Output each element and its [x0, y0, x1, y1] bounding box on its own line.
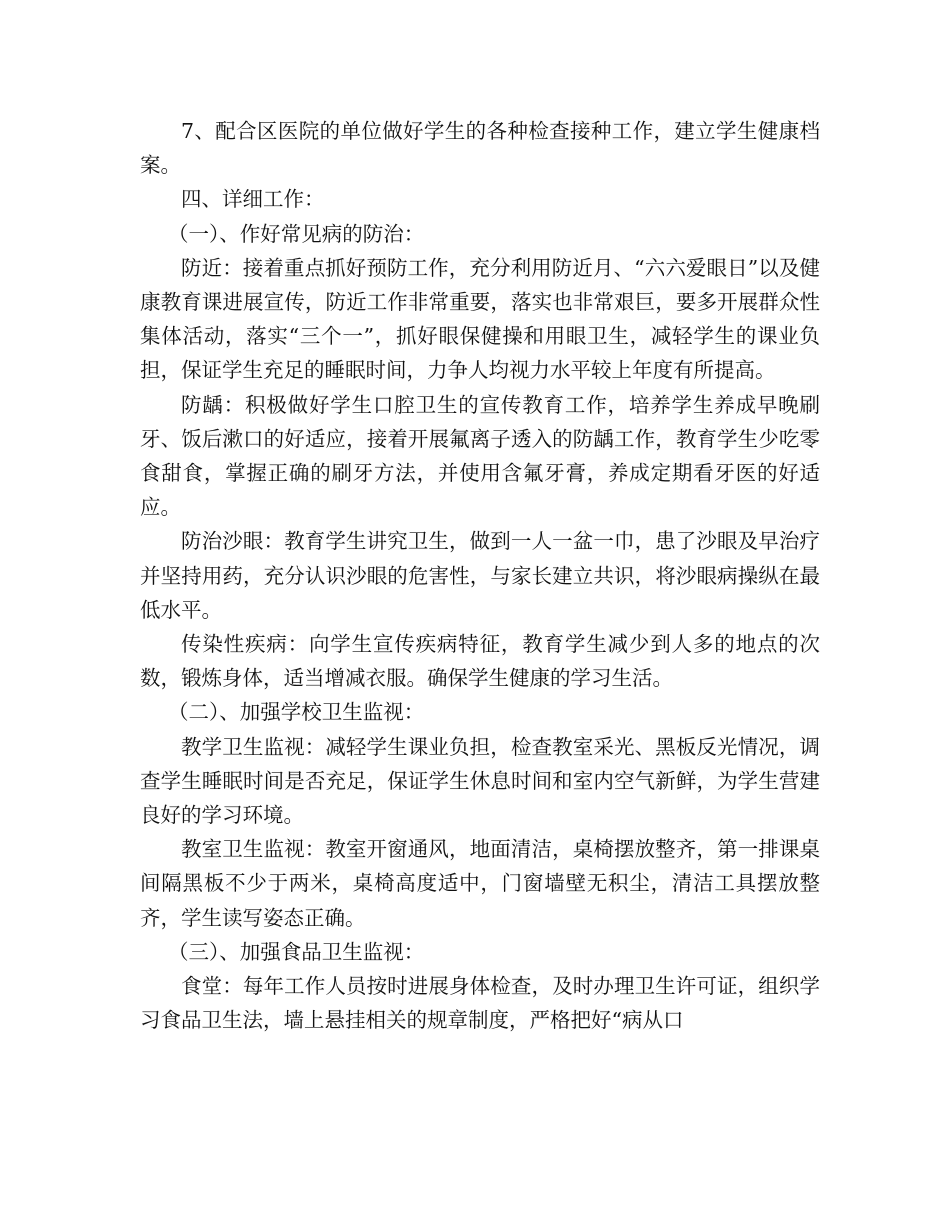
paragraph-classroom-hygiene: 教室卫生监视：教室开窗通风，地面清洁，桌椅摆放整齐，第一排课桌间隔黑板不少于两米，桌椅高度适中，门窗墙壁无积尘，清洁工具摆放整齐，学生读写姿态正确。: [140, 837, 820, 930]
document-body: [140, 114, 820, 1037]
section-heading-4: 四、详细工作：: [181, 187, 325, 212]
paragraph-infectious-disease: 传染性疾病：向学生宣传疾病特征，教育学生减少到人多的地点的次数，锻炼身体，适当增减衣服。确保学生健康的学习生活。: [140, 632, 820, 691]
paragraph-item-7: 7、配合区医院的单位做好学生的各种检查接种工作，建立学生健康档案。: [140, 119, 820, 178]
paragraph-canteen: 食堂：每年工作人员按时进展身体检查，及时办理卫生许可证，组织学习食品卫生法，墙上悬挂相关的规章制度，严格把好“病从口: [140, 974, 820, 1033]
paragraph-teaching-hygiene: 教学卫生监视：减轻学生课业负担，检查教室采光、黑板反光情况，调查学生睡眠时间是否充足，保证学生休息时间和室内空气新鲜，为学生营建良好的学习环境。: [140, 734, 820, 828]
paragraph-caries-prevention: 防龋：积极做好学生口腔卫生的宣传教育工作，培养学生养成早晚刷牙、饭后漱口的好适应，接着开展氟离子透入的防龋工作，教育学生少吃零食甜食，掌握正确的刷牙方法，并使用含氟牙膏，养成定期看牙医的好适应。: [140, 392, 820, 520]
paragraph-myopia-prevention: 防近：接着重点抓好预防工作，充分利用防近月、“六六爱眼日”以及健康教育课进展宣传，防近工作非常重要，落实也非常艰巨，要多开展群众性集体活动，落实“三个一”，抓好眼保健操和用眼卫生，减轻学生的课业负担，保证学生充足的睡眠时间，力争人均视力水平较上年度有所提高。: [140, 255, 820, 383]
subsection-heading-1: （一）、作好常见病的防治：: [168, 221, 425, 246]
subsection-heading-3: （三）、加强食品卫生监视：: [168, 939, 425, 964]
paragraph-trachoma-prevention: 防治沙眼：教育学生讲究卫生，做到一人一盆一巾，患了沙眼及早治疗并坚持用药，充分认识沙眼的危害性，与家长建立共识，将沙眼病操纵在最低水平。: [140, 529, 820, 622]
subsection-heading-2: （二）、加强学校卫生监视：: [168, 700, 425, 725]
